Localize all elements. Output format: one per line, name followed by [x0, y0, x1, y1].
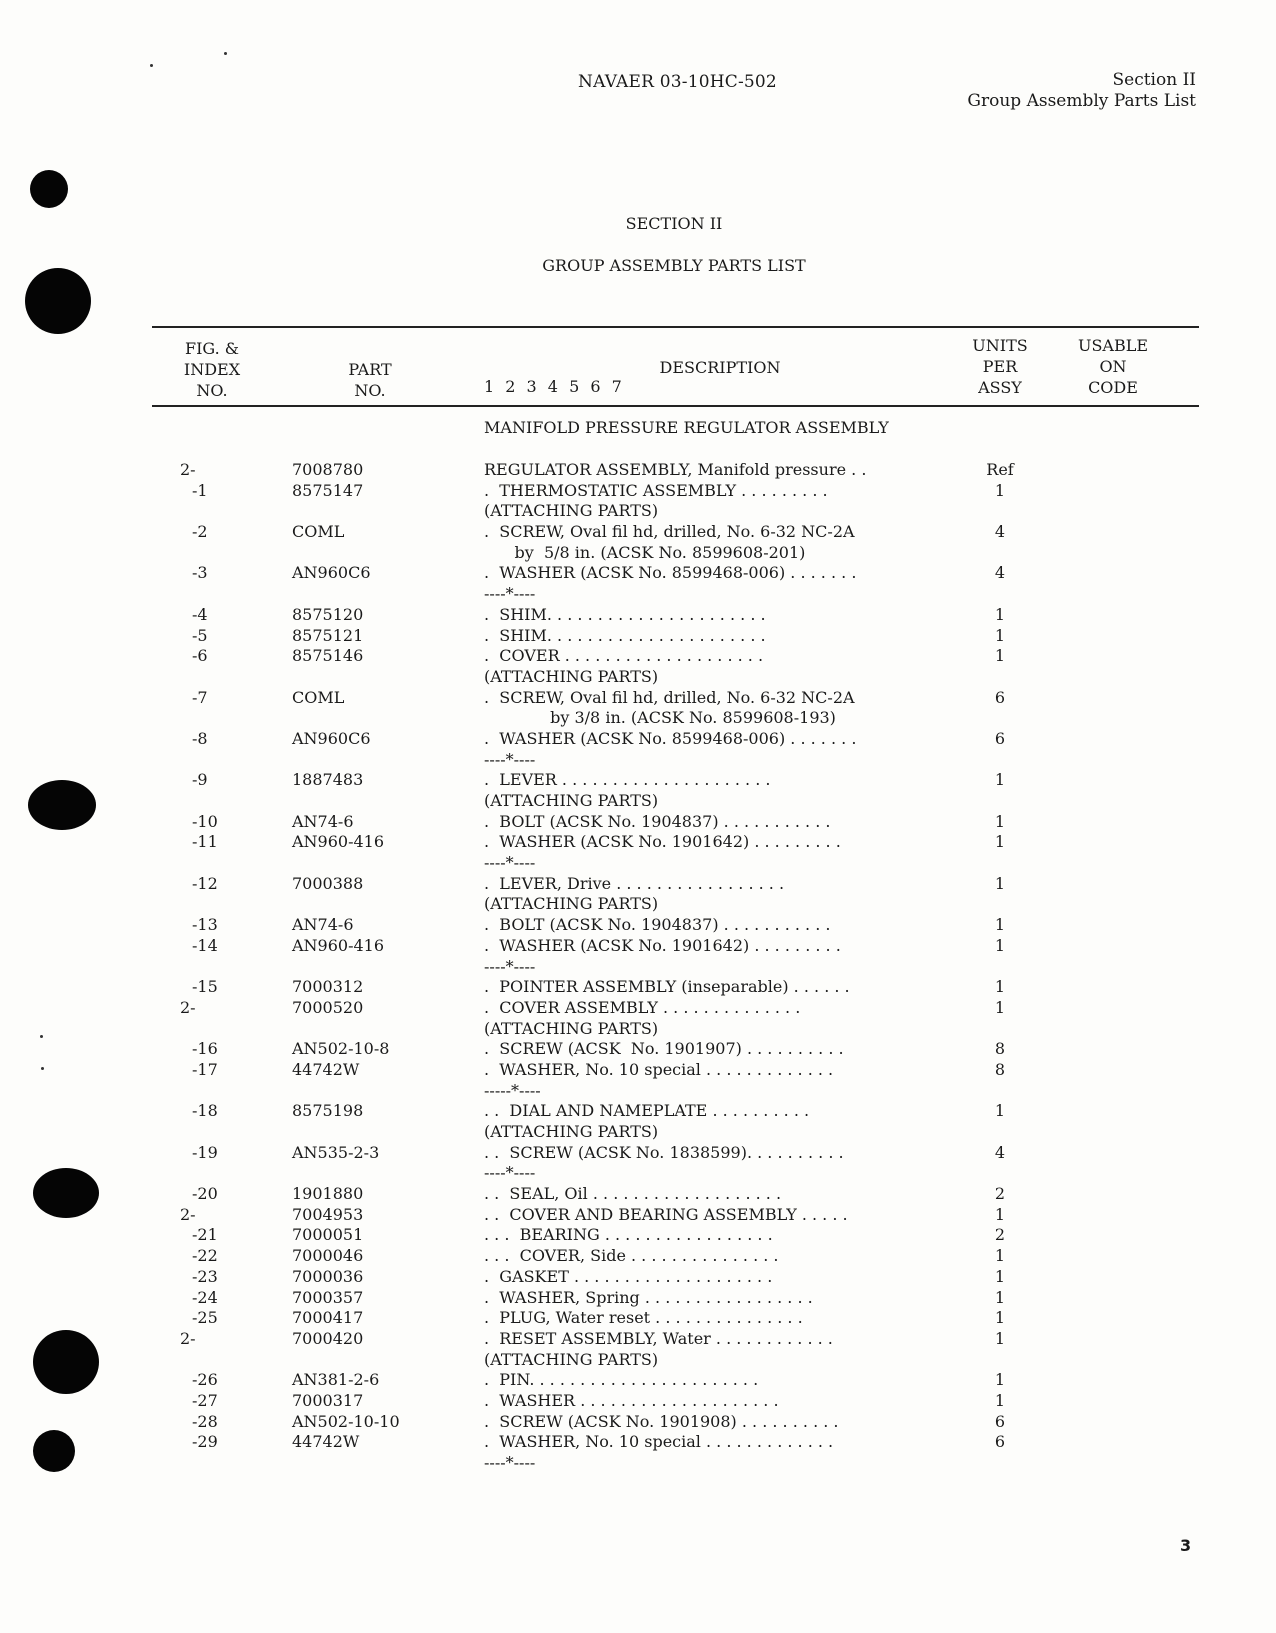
fig-index: -1 [192, 480, 208, 500]
description-text: . SCREW, Oval fil hd, drilled, No. 6-32 NC-2A [484, 522, 855, 542]
description-text: . WASHER, Spring [484, 1287, 640, 1307]
part-number: 7000317 [292, 1390, 364, 1410]
dot-leader: . . . . . . . . . . . . . [700, 1059, 834, 1079]
dot-leader: . . . . . . . . . . . . . . . . . . . [587, 1184, 782, 1204]
description-text: . WASHER (ACSK No. 1901642) [484, 935, 750, 955]
description-text: by 5/8 in. (ACSK No. 8599608-201) [484, 542, 806, 562]
part-number: 7000046 [292, 1246, 364, 1266]
table-row-note [0, 894, 1276, 915]
units-per-assy: 1 [994, 977, 1006, 997]
dot-leader: . . . . . . . . . . . . . . . . . . . . [568, 1266, 773, 1286]
part-number: AN960-416 [292, 935, 385, 955]
fig-index: -13 [192, 915, 218, 935]
description-text: . BOLT (ACSK No. 1904837) [484, 811, 719, 831]
description [484, 1205, 954, 1226]
units-per-assy: 1 [994, 832, 1006, 852]
dot-leader: . . [846, 460, 867, 479]
table-row-note [0, 501, 1276, 522]
description-text: ----*---- [484, 584, 536, 604]
dot-leader: . . . . . . . . . . . . . [700, 1432, 834, 1452]
description-text: . COVER [484, 646, 560, 666]
part-number: AN960C6 [292, 563, 371, 583]
fig-index: -17 [192, 1059, 218, 1079]
dot-leader: . . . . . . . . . . . . . . [657, 997, 801, 1017]
description-text: . WASHER (ACSK No. 8599468-006) [484, 728, 786, 748]
fig-index: -26 [192, 1370, 218, 1390]
dot-leader: . . . . . . . . . . . . . . . [650, 1308, 803, 1328]
dot-leader: . . . . . [796, 1204, 848, 1224]
dot-leader: . . . . . . . [785, 728, 857, 748]
dot-leader: . . . . . . . . . . . . . . . . . . . . . [551, 625, 766, 645]
units-per-assy: 1 [994, 1390, 1006, 1410]
description-text: . LEVER [484, 770, 557, 790]
description [484, 1391, 954, 1412]
dot-leader: . . . . . . . . . . . [718, 915, 831, 935]
description [484, 894, 954, 915]
units-per-assy: 1 [994, 480, 1006, 500]
units-per-assy: 6 [994, 1432, 1006, 1452]
table-row [0, 812, 1276, 833]
table-row [0, 729, 1276, 750]
description [484, 708, 954, 729]
fig-index: -29 [192, 1432, 218, 1452]
description [484, 1143, 954, 1164]
part-number: 7000520 [292, 997, 364, 1017]
fig-index: -2 [192, 522, 208, 542]
units-per-assy: 1 [994, 770, 1006, 790]
part-number: AN502-10-8 [292, 1039, 390, 1059]
units-per-assy: 1 [994, 1287, 1006, 1307]
indent-level-digits: 1 2 3 4 5 6 7 [484, 377, 622, 396]
units-per-assy: 4 [994, 563, 1006, 583]
description-text: . GASKET [484, 1266, 569, 1286]
description-text: (ATTACHING PARTS) [484, 791, 659, 810]
table-row [0, 1143, 1276, 1164]
description [484, 1329, 954, 1350]
part-number: 44742W [292, 1059, 360, 1079]
part-number: 8575121 [292, 625, 364, 645]
col-header-units-per-assy: UNITS PER ASSY [972, 336, 1028, 397]
fig-index: -20 [192, 1184, 218, 1204]
table-row-note [0, 584, 1276, 605]
fig-index: 2- [180, 460, 196, 479]
part-number: 1887483 [292, 770, 364, 790]
table-row-note [0, 543, 1276, 564]
description-text: ----*---- [484, 749, 536, 769]
units-per-assy: 6 [994, 728, 1006, 748]
fig-index: -8 [192, 728, 208, 748]
table-row [0, 688, 1276, 709]
col-header-description: DESCRIPTION [659, 358, 781, 377]
table-row [0, 1205, 1276, 1226]
description [484, 812, 954, 833]
description-text: . POINTER ASSEMBLY (inseparable) [484, 977, 789, 997]
units-per-assy: 8 [994, 1059, 1006, 1079]
fig-index: 2- [180, 1328, 196, 1348]
description-text: REGULATOR ASSEMBLY, Manifold pressure [484, 460, 847, 479]
fig-index: -9 [192, 770, 208, 790]
description [484, 1288, 954, 1309]
part-number: 7000312 [292, 977, 364, 997]
description [484, 1184, 954, 1205]
table-row [0, 770, 1276, 791]
table-row [0, 460, 1276, 481]
description-text: . LEVER, Drive [484, 873, 612, 893]
dot-leader: . . . . . . . . . . . . . . . . . [611, 873, 785, 893]
description-text: . PLUG, Water reset [484, 1308, 651, 1328]
description-text: . . SCREW (ACSK No. 1838599). [484, 1142, 753, 1162]
description-text: . SHIM. [484, 625, 552, 645]
part-number: 8575147 [292, 480, 364, 500]
fig-index: -5 [192, 625, 208, 645]
dot-leader: . . . . . . . . . . . . . . . . . . . . [559, 646, 764, 666]
part-number: 7000417 [292, 1308, 364, 1328]
description [484, 1225, 954, 1246]
part-number: 7000051 [292, 1225, 364, 1245]
description [484, 936, 954, 957]
part-number: AN74-6 [292, 811, 354, 831]
table-top-rule [152, 326, 1199, 328]
fig-index: -11 [192, 832, 218, 852]
fig-index: -21 [192, 1225, 218, 1245]
units-per-assy: 4 [994, 522, 1006, 542]
part-number: 8575198 [292, 1101, 364, 1121]
units-per-assy: 1 [994, 1328, 1006, 1348]
table-row-note [0, 667, 1276, 688]
fig-index: -18 [192, 1101, 218, 1121]
fig-index: -6 [192, 646, 208, 666]
description [484, 853, 954, 874]
description [484, 1350, 954, 1371]
table-row [0, 1246, 1276, 1267]
section-name: Group Assembly Parts List [967, 91, 1196, 111]
description [484, 1019, 954, 1040]
fig-index: -3 [192, 563, 208, 583]
running-header [967, 70, 1196, 112]
table-row-note [0, 791, 1276, 812]
description [484, 1101, 954, 1122]
binder-hole [30, 170, 68, 208]
part-number: 8575120 [292, 604, 364, 624]
description [484, 977, 954, 998]
fig-index: -4 [192, 604, 208, 624]
fig-index: -14 [192, 935, 218, 955]
description-text: . . . BEARING [484, 1225, 600, 1245]
part-number: AN535-2-3 [292, 1142, 380, 1162]
description-text: (ATTACHING PARTS) [484, 1122, 659, 1141]
part-number: 7004953 [292, 1204, 364, 1224]
table-row [0, 646, 1276, 667]
description [484, 1122, 954, 1143]
description-text: ----*---- [484, 1453, 536, 1472]
description-text: ----*---- [484, 853, 536, 873]
document-number: NAVAER 03-10HC-502 [578, 72, 777, 92]
description [484, 1060, 954, 1081]
description-text: . BOLT (ACSK No. 1904837) [484, 915, 719, 935]
part-number: AN960C6 [292, 728, 371, 748]
table-row-note [0, 1453, 1276, 1474]
speck [224, 52, 227, 55]
description [484, 1370, 954, 1391]
units-per-assy: 1 [994, 811, 1006, 831]
description-text: . SCREW (ACSK No. 1901907) [484, 1039, 742, 1059]
fig-index: -27 [192, 1390, 218, 1410]
description-text: by 3/8 in. (ACSK No. 8599608-193) [484, 708, 836, 728]
description [484, 522, 954, 543]
table-row-note [0, 1350, 1276, 1371]
units-per-assy: 1 [994, 1308, 1006, 1328]
section-title: SECTION II [625, 214, 723, 233]
dot-leader: . . . . . . . . . . . . . . . . . [639, 1287, 813, 1307]
description [484, 646, 954, 667]
table-row [0, 1267, 1276, 1288]
part-number: AN960-416 [292, 832, 385, 852]
description [484, 1412, 954, 1433]
fig-index: -19 [192, 1142, 218, 1162]
units-per-assy: 1 [994, 1266, 1006, 1286]
dot-leader: . . . . . . . . . [752, 1142, 844, 1162]
dot-leader: . . . . . . . . . [749, 935, 841, 955]
table-row [0, 1288, 1276, 1309]
fig-index: 2- [180, 1204, 196, 1224]
description [484, 1081, 954, 1102]
description-text: . PIN. [484, 1370, 535, 1390]
part-number: 7000036 [292, 1266, 364, 1286]
description [484, 460, 954, 481]
fig-index: -22 [192, 1246, 218, 1266]
description [484, 543, 954, 564]
fig-index: -12 [192, 873, 218, 893]
table-row [0, 1060, 1276, 1081]
units-per-assy: 6 [994, 1411, 1006, 1431]
table-row [0, 998, 1276, 1019]
description [484, 563, 954, 584]
description [484, 729, 954, 750]
col-header-fig-index: FIG. & INDEX NO. [183, 339, 241, 400]
description-text: . COVER ASSEMBLY [484, 997, 658, 1017]
description [484, 1267, 954, 1288]
description [484, 481, 954, 502]
description-text: . SHIM. [484, 604, 552, 624]
table-row-note [0, 853, 1276, 874]
part-number: 1901880 [292, 1184, 364, 1204]
table-row [0, 936, 1276, 957]
description-text: . WASHER [484, 1390, 576, 1410]
table-row [0, 1039, 1276, 1060]
table-row [0, 481, 1276, 502]
description-text: . WASHER (ACSK No. 8599468-006) [484, 563, 786, 583]
dot-leader: . . . . . . [788, 977, 850, 997]
table-row [0, 626, 1276, 647]
table-row [0, 1412, 1276, 1433]
description [484, 1246, 954, 1267]
description [484, 1163, 954, 1184]
section-label: Section II [1112, 70, 1196, 90]
fig-index: -25 [192, 1308, 218, 1328]
description-text: . WASHER, No. 10 special [484, 1059, 701, 1079]
dot-leader: . . . . . . . . . . . . . . . . . . . . . . [534, 1370, 759, 1390]
units-per-assy: 1 [994, 935, 1006, 955]
description-text: . . SEAL, Oil [484, 1184, 588, 1204]
fig-index: -23 [192, 1266, 218, 1286]
units-per-assy: 1 [994, 1370, 1006, 1390]
dot-leader: . . . . . . . . . . . [718, 811, 831, 831]
table-row [0, 874, 1276, 895]
units-per-assy: 4 [994, 1142, 1006, 1162]
dot-leader: . . . . . . . . . . . . . . . . . . . . [575, 1390, 779, 1410]
description-text: (ATTACHING PARTS) [484, 666, 659, 686]
units-per-assy: 8 [994, 1039, 1006, 1059]
fig-index: -10 [192, 811, 218, 831]
part-number: AN381-2-6 [292, 1370, 380, 1390]
units-per-assy: 1 [994, 997, 1006, 1017]
table-row [0, 1432, 1276, 1453]
fig-index: -7 [192, 687, 208, 707]
description-text: . WASHER (ACSK No. 1901642) [484, 832, 750, 852]
dot-leader: . . . . . . . . . . . . . . . . . . . . . [551, 604, 766, 624]
units-per-assy: 6 [994, 687, 1006, 707]
parts-list [0, 460, 1276, 1474]
units-per-assy: Ref [986, 460, 1014, 479]
table-row [0, 1329, 1276, 1350]
description [484, 605, 954, 626]
table-row-note [0, 1081, 1276, 1102]
table-row [0, 915, 1276, 936]
description [484, 667, 954, 688]
group-title: MANIFOLD PRESSURE REGULATOR ASSEMBLY [484, 418, 889, 437]
part-number: 44742W [292, 1432, 360, 1452]
description [484, 1432, 954, 1453]
table-row [0, 832, 1276, 853]
description-text: (ATTACHING PARTS) [484, 1349, 659, 1369]
table-row [0, 605, 1276, 626]
table-row [0, 1101, 1276, 1122]
description-text: . SCREW (ACSK No. 1901908) [484, 1411, 737, 1431]
units-per-assy: 1 [994, 873, 1006, 893]
fig-index: -28 [192, 1411, 218, 1431]
units-per-assy: 1 [994, 625, 1006, 645]
description-text: . WASHER, No. 10 special [484, 1432, 701, 1452]
binder-hole [25, 268, 91, 334]
description [484, 626, 954, 647]
description [484, 688, 954, 709]
dot-leader: . . . . . . . . . . [707, 1101, 810, 1121]
table-row [0, 1370, 1276, 1391]
table-row [0, 563, 1276, 584]
fig-index: -16 [192, 1039, 218, 1059]
description-text: -----*---- [484, 1080, 541, 1100]
description [484, 1308, 954, 1329]
col-header-part-no: PART NO. [348, 360, 392, 400]
description [484, 915, 954, 936]
part-number: COML [292, 522, 345, 542]
part-number: AN74-6 [292, 915, 354, 935]
units-per-assy: 2 [994, 1184, 1006, 1204]
description [484, 750, 954, 771]
table-row [0, 1308, 1276, 1329]
table-row-note [0, 708, 1276, 729]
col-header-usable-on-code: USABLE ON CODE [1077, 336, 1149, 397]
dot-leader: . . . . . . . . . . [736, 1411, 839, 1431]
description [484, 832, 954, 853]
description-text: . . COVER AND BEARING ASSEMBLY [484, 1204, 797, 1224]
table-row [0, 1184, 1276, 1205]
description [484, 584, 954, 605]
description [484, 501, 954, 522]
table-row [0, 1391, 1276, 1412]
part-number: AN502-10-10 [292, 1411, 400, 1431]
dot-leader: . . . . . . . . . . . . . . . . . [599, 1225, 773, 1245]
description [484, 874, 954, 895]
description [484, 791, 954, 812]
description [484, 957, 954, 978]
table-row [0, 522, 1276, 543]
units-per-assy: 1 [994, 1246, 1006, 1266]
part-number: 8575146 [292, 646, 364, 666]
part-number: COML [292, 687, 345, 707]
page-number: 3 [1180, 1536, 1192, 1555]
fig-index: -24 [192, 1287, 218, 1307]
units-per-assy: 1 [994, 604, 1006, 624]
description-text: (ATTACHING PARTS) [484, 501, 659, 521]
units-per-assy: 1 [994, 1204, 1006, 1224]
table-row-note [0, 957, 1276, 978]
part-number: 7008780 [292, 460, 364, 479]
description [484, 998, 954, 1019]
description-text: . THERMOSTATIC ASSEMBLY [484, 480, 737, 500]
description-text: . . DIAL AND NAMEPLATE [484, 1101, 708, 1121]
fig-index: 2- [180, 997, 196, 1017]
table-row [0, 977, 1276, 998]
description-text: (ATTACHING PARTS) [484, 894, 659, 914]
description [484, 1453, 954, 1474]
dot-leader: . . . . . . . [785, 563, 857, 583]
description-text: ----*---- [484, 1163, 536, 1183]
dot-leader: . . . . . . . . . . [741, 1039, 844, 1059]
description-text: . SCREW, Oval fil hd, drilled, No. 6-32 NC-2A [484, 687, 855, 707]
part-number: 7000357 [292, 1287, 364, 1307]
fig-index: -15 [192, 977, 218, 997]
speck [150, 64, 153, 67]
dot-leader: . . . . . . . . . . . . [710, 1328, 833, 1348]
dot-leader: . . . . . . . . . [736, 480, 828, 500]
part-number: 7000388 [292, 873, 364, 893]
table-row-note [0, 1122, 1276, 1143]
table-row-note [0, 1163, 1276, 1184]
dot-leader: . . . . . . . . . . . . . . . . . . . . . [556, 770, 771, 790]
description [484, 1039, 954, 1060]
description-text: . . . COVER, Side [484, 1246, 626, 1266]
units-per-assy: 1 [994, 646, 1006, 666]
table-header-rule [152, 405, 1199, 407]
description [484, 770, 954, 791]
part-number: 7000420 [292, 1328, 364, 1348]
table-row-note [0, 1019, 1276, 1040]
units-per-assy: 1 [994, 915, 1006, 935]
dot-leader: . . . . . . . . . [749, 832, 841, 852]
dot-leader: . . . . . . . . . . . . . . . [625, 1246, 779, 1266]
table-row [0, 1225, 1276, 1246]
description-text: . RESET ASSEMBLY, Water [484, 1328, 711, 1348]
description-text: ----*---- [484, 956, 536, 976]
units-per-assy: 1 [994, 1101, 1006, 1121]
description-text: (ATTACHING PARTS) [484, 1018, 659, 1038]
units-per-assy: 2 [994, 1225, 1006, 1245]
section-subtitle: GROUP ASSEMBLY PARTS LIST [542, 256, 806, 275]
table-row-note [0, 750, 1276, 771]
